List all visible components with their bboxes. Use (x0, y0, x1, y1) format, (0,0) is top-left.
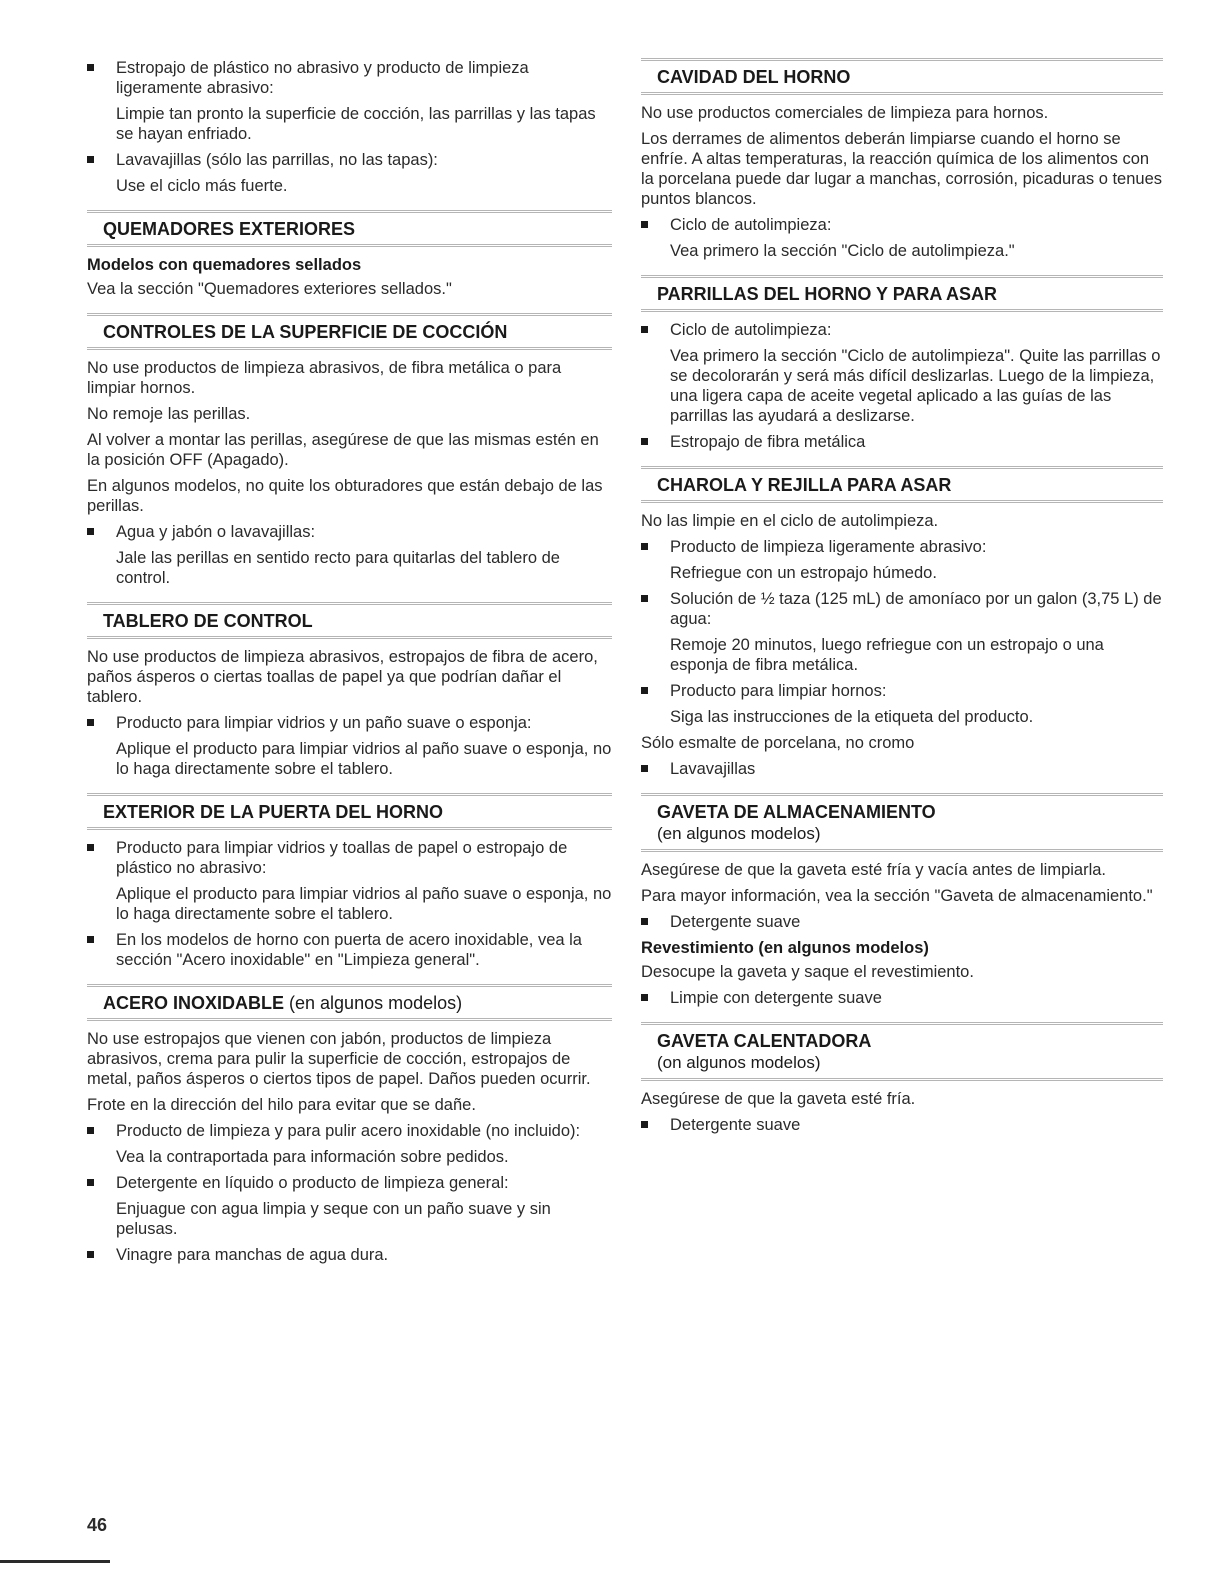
instruction-text: Refriegue con un estropajo húmedo. (670, 564, 937, 582)
intro-block (87, 58, 612, 196)
bullet-item: Detergente en líquido o producto de limpieza general: (87, 1173, 612, 1193)
instruction-text: Enjuague con agua limpia y seque con un paño suave y sin pelusas. (116, 1200, 551, 1238)
section-title: GAVETA DE ALMACENAMIENTO (657, 802, 936, 822)
bullet-item: Estropajo de fibra metálica (641, 432, 1163, 452)
instruction-text: Remoje 20 minutos, luego refriegue con un estropajo o una esponja de fibra metálica. (670, 636, 1104, 674)
paragraph: No remoje las perillas. (87, 405, 251, 423)
section-heading-exterior: EXTERIOR DE LA PUERTA DEL HORNO (87, 793, 612, 830)
bullet-item: Vinagre para manchas de agua dura. (87, 1245, 612, 1265)
instruction-text: Aplique el producto para limpiar vidrios al paño suave o esponja, no lo haga directamente sobre el tablero. (116, 740, 612, 778)
bullet-item: Ciclo de autolimpieza: (641, 320, 1163, 340)
bullet-item: Limpie con detergente suave (641, 988, 1163, 1008)
instruction-text: Vea primero la sección "Ciclo de autolimpieza." (670, 242, 1015, 260)
bullet-item: Lavavajillas (641, 759, 1163, 779)
section-title: GAVETA CALENTADORA (657, 1031, 872, 1051)
bullet-item: Producto para limpiar vidrios y toallas de papel o estropajo de plástico no abrasivo: (87, 838, 612, 878)
bullet-item: Estropajo de plástico no abrasivo y producto de limpieza ligeramente abrasivo: (87, 58, 612, 98)
paragraph: No use estropajos que vienen con jabón, productos de limpieza abrasivos, crema para pulir la superficie de cocción, estropajos de metal, paños ásperos o ciertos tipos de papel. Daños pueden ocurrir. (87, 1030, 591, 1088)
section-note: (en algunos modelos) (284, 993, 463, 1013)
section-note: (on algunos modelos) (657, 1053, 821, 1072)
bullet-item: Producto para limpiar vidrios y un paño suave o esponja: (87, 713, 612, 733)
section-heading-tablero: TABLERO DE CONTROL (87, 602, 612, 639)
paragraph: Frote en la dirección del hilo para evitar que se dañe. (87, 1096, 476, 1114)
instruction-text: Use el ciclo más fuerte. (116, 177, 288, 195)
bullet-item: Producto de limpieza ligeramente abrasivo: (641, 537, 1163, 557)
subheading: Revestimiento (en algunos modelos) (641, 939, 929, 957)
paragraph: Desocupe la gaveta y saque el revestimiento. (641, 963, 974, 981)
section-heading-quemadores: QUEMADORES EXTERIORES (87, 210, 612, 247)
paragraph: Sólo esmalte de porcelana, no cromo (641, 734, 915, 752)
footer-rule (0, 1560, 110, 1563)
instruction-text: Vea primero la sección "Ciclo de autolimpieza". Quite las parrillas o se decolorarán y será más difícil deslizarlas. Luego de la limpieza, una ligera capa de aceite vegetal aplicado a las guías de las parrillas las ayudará a deslizarse. (670, 347, 1161, 425)
bullet-item: Detergente suave (641, 912, 1163, 932)
instruction-text: Jale las perillas en sentido recto para quitarlas del tablero de control. (116, 549, 560, 587)
bullet-item: Producto para limpiar hornos: (641, 681, 1163, 701)
bullet-item: Detergente suave (641, 1115, 1163, 1135)
paragraph: Al volver a montar las perillas, asegúrese de que las mismas estén en la posición OFF (Apagado). (87, 431, 599, 469)
bullet-item: Agua y jabón o lavavajillas: (87, 522, 612, 542)
instruction-text: Vea la contraportada para información sobre pedidos. (116, 1148, 509, 1166)
page-number: 46 (87, 1515, 108, 1535)
paragraph: Los derrames de alimentos deberán limpiarse cuando el horno se enfríe. A altas temperaturas, la reacción química de los alimentos con la porcelana puede dar lugar a manchas, corrosión, picaduras o tenues puntos blancos. (641, 130, 1162, 208)
bullet-item: Ciclo de autolimpieza: (641, 215, 1163, 235)
paragraph: No use productos comerciales de limpieza para hornos. (641, 104, 1049, 122)
left-column (87, 58, 612, 1271)
paragraph: Vea la sección "Quemadores exteriores sellados." (87, 280, 452, 298)
bullet-item: En los modelos de horno con puerta de acero inoxidable, vea la sección "Acero inoxidable" en "Limpieza general". (87, 930, 612, 970)
paragraph: No las limpie en el ciclo de autolimpieza. (641, 512, 939, 530)
section-heading-cavidad: CAVIDAD DEL HORNO (641, 58, 1163, 95)
section-heading-calentadora (641, 1022, 1163, 1081)
section-heading-acero (87, 984, 612, 1021)
paragraph: Asegúrese de que la gaveta esté fría y vacía antes de limpiarla. (641, 861, 1107, 879)
instruction-text: Limpie tan pronto la superficie de cocción, las parrillas y las tapas se hayan enfriado. (116, 105, 596, 143)
right-column (641, 58, 1163, 1141)
bullet-item: Solución de ½ taza (125 mL) de amoníaco por un galon (3,75 L) de agua: (641, 589, 1163, 629)
section-heading-charola: CHAROLA Y REJILLA PARA ASAR (641, 466, 1163, 503)
section-heading-almacenamiento (641, 793, 1163, 852)
section-heading-parrillas: PARRILLAS DEL HORNO Y PARA ASAR (641, 275, 1163, 312)
section-note: (en algunos modelos) (657, 824, 821, 843)
paragraph: Para mayor información, vea la sección "Gaveta de almacenamiento." (641, 887, 1153, 905)
instruction-text: Aplique el producto para limpiar vidrios al paño suave o esponja, no lo haga directamente sobre el tablero. (116, 885, 612, 923)
section-title: ACERO INOXIDABLE (103, 993, 285, 1013)
instruction-text: Siga las instrucciones de la etiqueta del producto. (670, 708, 1034, 726)
paragraph: No use productos de limpieza abrasivos, de fibra metálica o para limpiar hornos. (87, 359, 562, 397)
paragraph: No use productos de limpieza abrasivos, estropajos de fibra de acero, paños ásperos o ciertas toallas de papel ya que podrían dañar el tablero. (87, 648, 598, 706)
paragraph: Asegúrese de que la gaveta esté fría. (641, 1090, 916, 1108)
subheading: Modelos con quemadores sellados (87, 256, 362, 274)
paragraph: En algunos modelos, no quite los obturadores que están debajo de las perillas. (87, 477, 603, 515)
section-heading-controles: CONTROLES DE LA SUPERFICIE DE COCCIÓN (87, 313, 612, 350)
bullet-item: Producto de limpieza y para pulir acero inoxidable (no incluido): (87, 1121, 612, 1141)
bullet-item: Lavavajillas (sólo las parrillas, no las tapas): (87, 150, 612, 170)
